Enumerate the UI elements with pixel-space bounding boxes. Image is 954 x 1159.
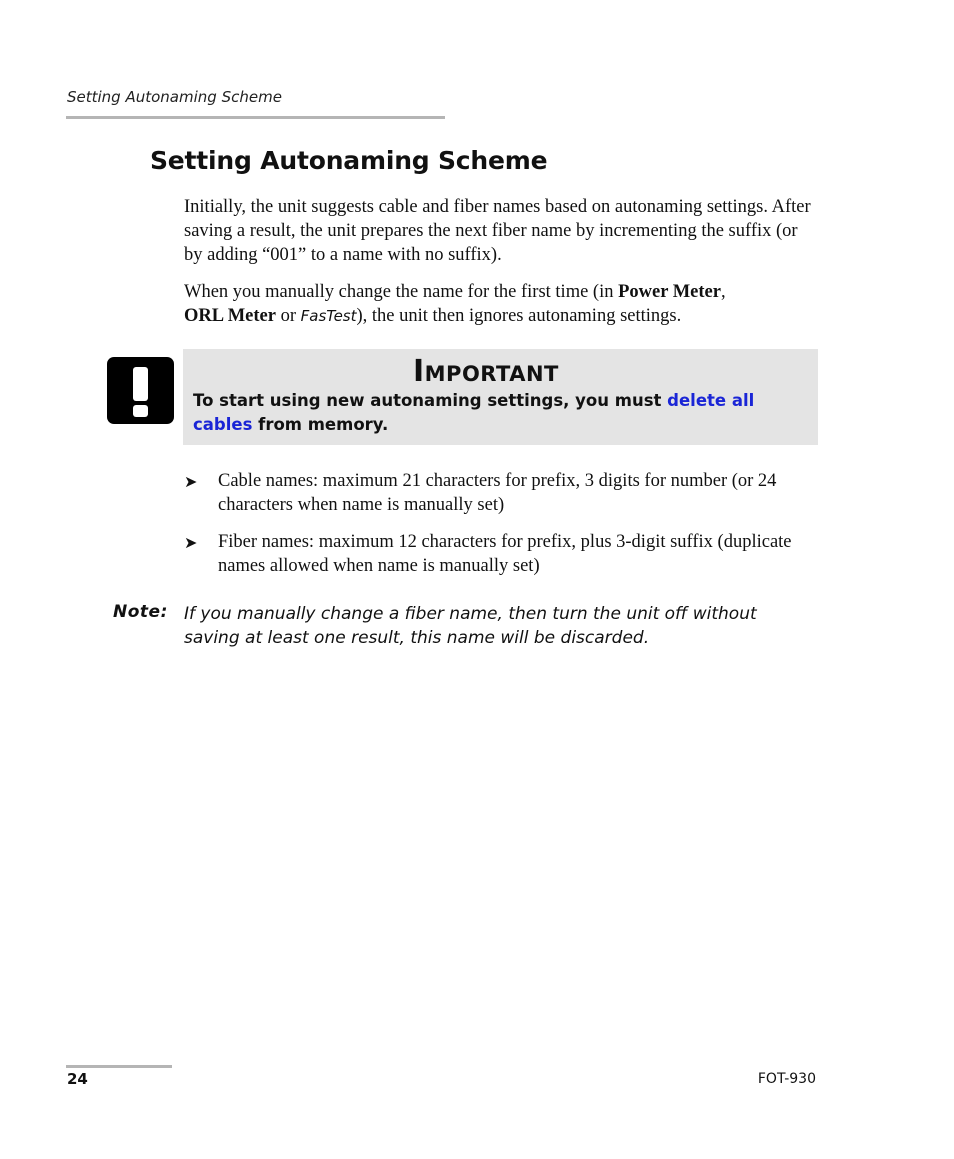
important-text xyxy=(193,389,808,437)
page-number: 24 xyxy=(67,1070,88,1088)
exclamation-dot xyxy=(133,405,148,417)
important-text-after: from memory. xyxy=(252,415,389,434)
delete-all-cables-link[interactable]: delete all cables xyxy=(193,391,755,434)
note-text: If you manually change a fiber name, then turn the unit off without saving at least one result, this name will be discarded. xyxy=(184,604,757,648)
section-title: Setting Autonaming Scheme xyxy=(150,146,548,175)
important-title: Important xyxy=(413,354,559,389)
manual-change-paragraph xyxy=(184,280,814,328)
important-text-before: To start using new autonaming settings, you must xyxy=(193,391,668,410)
note-label: Note: xyxy=(113,602,168,622)
running-header: Setting Autonaming Scheme xyxy=(67,88,282,106)
list-item-text: Fiber names: maximum 12 characters for prefix, plus 3-digit suffix (duplicate names allowed when name is manually set) xyxy=(218,532,792,576)
paragraph-or: or xyxy=(275,306,301,326)
important-callout xyxy=(183,349,818,445)
exclamation-bar xyxy=(133,367,148,401)
paragraph-comma: , xyxy=(720,282,726,302)
power-meter-term: Power Meter xyxy=(618,282,721,302)
fastest-term: FasTest xyxy=(300,307,357,325)
intro-paragraph: Initially, the unit suggests cable and fiber names based on autonaming settings. After saving a result, the unit prepares the next fiber name by incrementing the suffix (or by adding “001” to a name with no suffix). xyxy=(184,197,811,265)
arrow-bullet-icon: ➤ xyxy=(184,533,198,552)
footer-rule xyxy=(66,1065,172,1068)
arrow-bullet-icon: ➤ xyxy=(184,472,198,491)
orl-meter-term: ORL Meter xyxy=(184,306,276,326)
header-rule xyxy=(66,116,445,119)
important-exclamation-icon xyxy=(107,357,174,424)
list-item-text: Cable names: maximum 21 characters for prefix, 3 digits for number (or 24 characters when name is manually set) xyxy=(218,471,777,515)
paragraph-text-post: ), the unit then ignores autonaming settings. xyxy=(356,306,682,326)
paragraph-text-pre: When you manually change the name for the first time (in xyxy=(184,282,619,302)
product-code: FOT-930 xyxy=(757,1071,816,1087)
